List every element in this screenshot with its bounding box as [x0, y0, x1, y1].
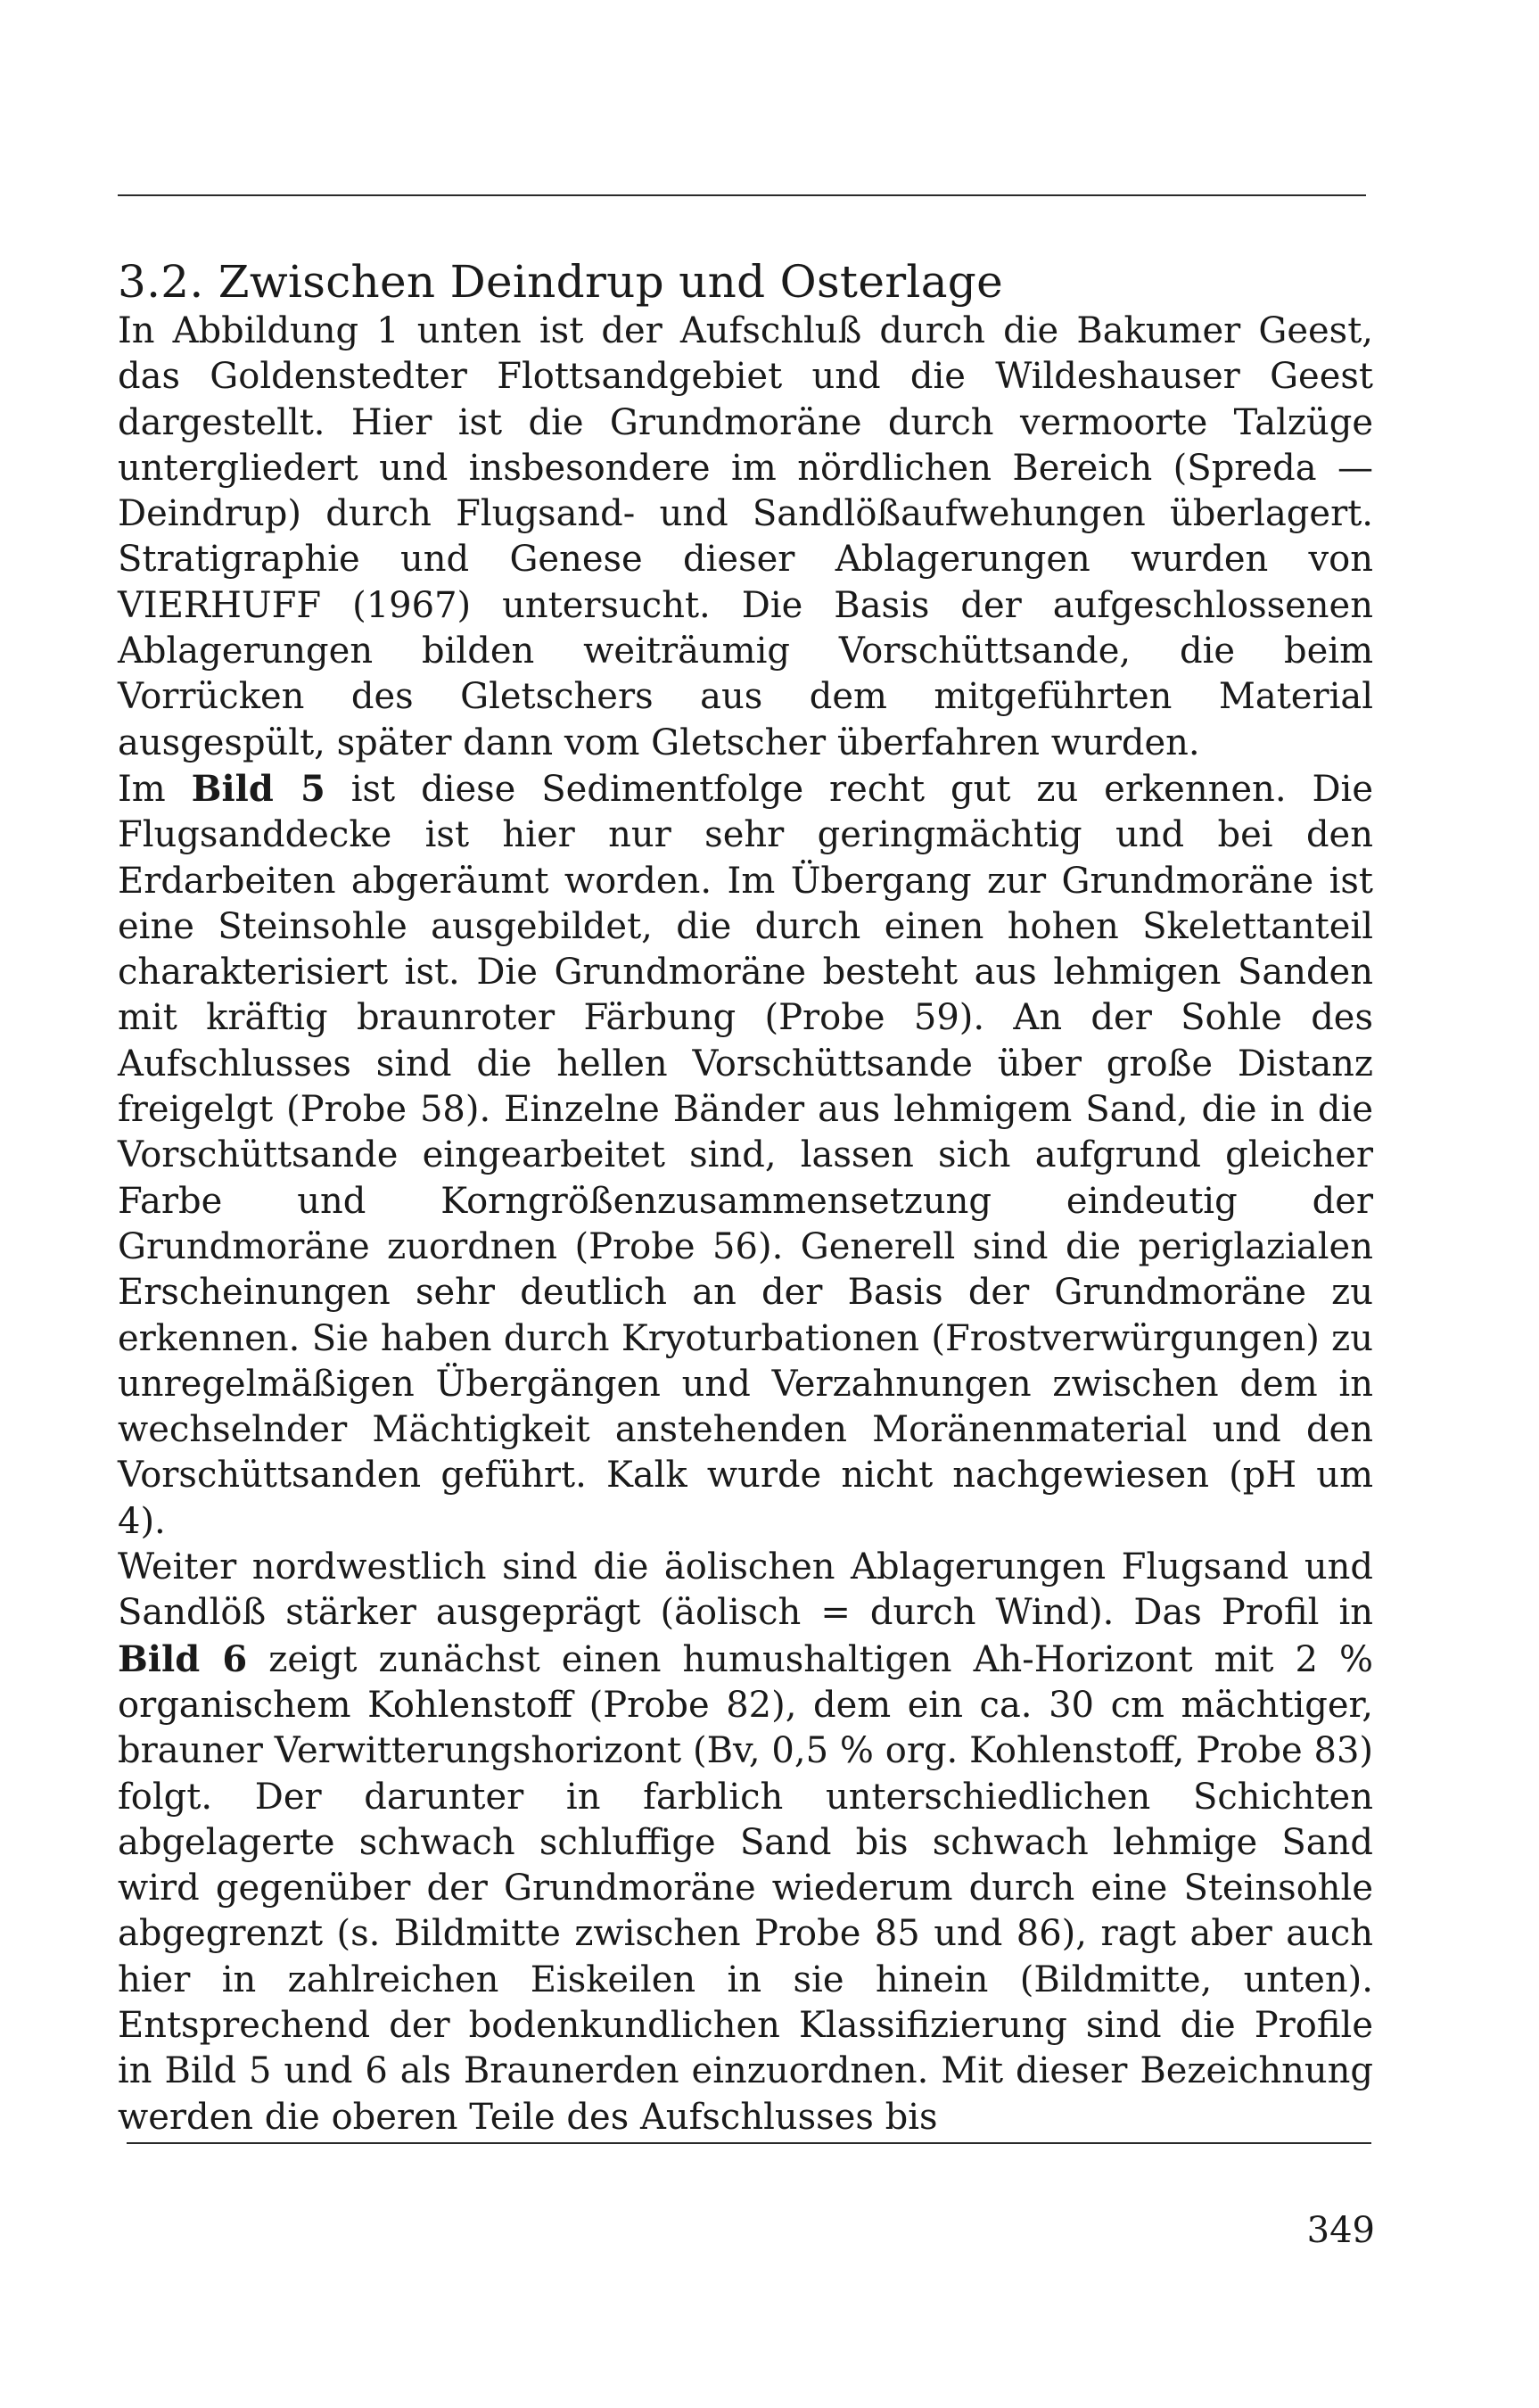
bottom-rule: [127, 2142, 1371, 2144]
paragraph-3: [118, 1545, 1373, 2140]
page-content: [118, 257, 1373, 2140]
page-number: 349: [1306, 2210, 1375, 2251]
figure-reference-bild-6: Bild 6: [118, 1637, 248, 1680]
paragraph-2: [118, 766, 1373, 1545]
paragraph-3-text: zeigt zunächst einen humushaltigen Ah-Horizont mit 2 % organischem Kohlenstoff (Probe 82), dem ein ca. 30 cm mächtiger, brauner Verwitterungshorizont (Bv, 0,5 % org. Kohlenstoff, Probe 83) folgt. Der darunter in farblich unterschiedlichen Schichten abgelagerte schwach schluffige Sand bis schwach lehmige Sand wird gegenüber der Grundmoräne wiederum durch eine Steinsohle abgegrenzt (s. Bildmitte zwischen Probe 85 und 86), ragt aber auch hier in zahlreichen Eiskeilen in sie hinein (Bildmitte, unten). Entsprechend der bodenkundlichen Klassifizierung sind die Profile in Bild 5 und 6 als Braunerden einzuordnen. Mit dieser Bezeichnung werden die oberen Teile des Aufschlusses bis: [118, 1638, 1373, 2138]
section-title: 3.2. Zwischen Deindrup und Osterlage: [118, 256, 1004, 308]
figure-reference-bild-5: Bild 5: [191, 767, 325, 810]
paragraph-2-lead: Im: [118, 768, 192, 810]
paragraph-1-text: In Abbildung 1 unten ist der Aufschluß durch die Bakumer Geest, das Goldenstedter Flottsandgebiet und die Wildeshauser Geest dargestellt. Hier ist die Grundmoräne durch vermoorte Talzüge untergliedert und insbesondere im nördlichen Bereich (Spreda — Deindrup) durch Flugsand- und Sandlößaufwehungen überlagert. Stratigraphie und Genese dieser Ablagerungen wurden von VIERHUFF (1967) untersucht. Die Basis der aufgeschlossenen Ablagerungen bilden weiträumig Vorschüttsande, die beim Vorrücken des Gletschers aus dem mitgeführten Material ausgespült, später dann vom Gletscher überfahren wurden.: [118, 310, 1373, 763]
top-rule: [118, 194, 1366, 196]
paragraph-3-lead: Weiter nordwestlich sind die äolischen Ablagerungen Flugsand und Sandlöß stärker ausgeprägt (äolisch = durch Wind). Das Profil in: [118, 1546, 1373, 1634]
paragraph-2-text: ist diese Sedimentfolge recht gut zu erkennen. Die Flugsanddecke ist hier nur sehr geringmächtig und bei den Erdarbeiten abgeräumt worden. Im Übergang zur Grundmoräne ist eine Steinsohle ausgebildet, die durch einen hohen Skelettanteil charakterisiert ist. Die Grundmoräne besteht aus lehmigen Sanden mit kräftig braunroter Färbung (Probe 59). An der Sohle des Aufschlusses sind die hellen Vorschüttsande über große Distanz freigelgt (Probe 58). Einzelne Bänder aus lehmigem Sand, die in die Vorschüttsande eingearbeitet sind, lassen sich aufgrund gleicher Farbe und Korngrößenzusammensetzung eindeutig der Grundmoräne zuordnen (Probe 56). Generell sind die periglazialen Erscheinungen sehr deutlich an der Basis der Grundmoräne zu erkennen. Sie haben durch Kryoturbationen (Frostverwürgungen) zu unregelmäßigen Übergängen und Verzahnungen zwischen dem in wechselnder Mächtigkeit anstehenden Moränenmaterial und den Vorschüttsanden geführt. Kalk wurde nicht nachgewiesen (pH um 4).: [118, 768, 1373, 1542]
paragraph-1: [118, 309, 1373, 766]
